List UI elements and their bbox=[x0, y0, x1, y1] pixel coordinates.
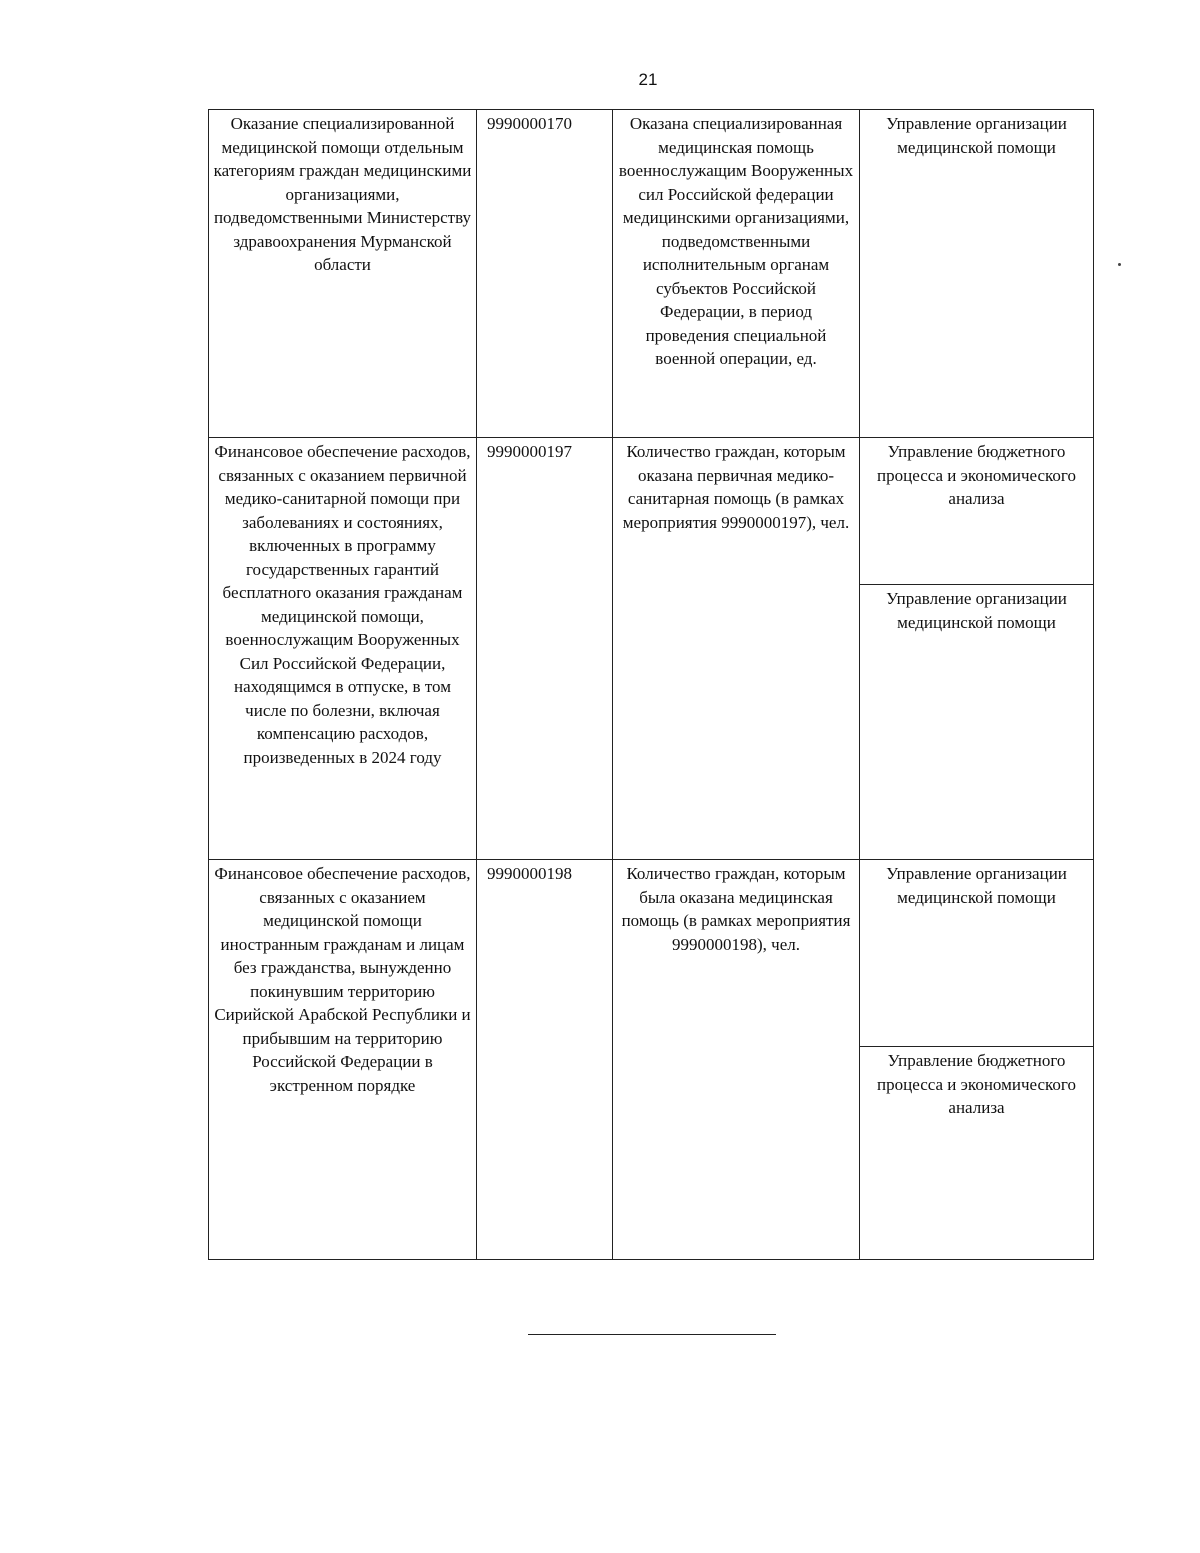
indicator-cell: Количество граждан, которым оказана первичная медико-санитарная помощь (в рамках мероприятия 9990000197), чел. bbox=[613, 438, 860, 860]
code-cell: 9990000198 bbox=[477, 860, 613, 1260]
end-of-document-rule bbox=[528, 1334, 776, 1335]
table-row bbox=[209, 860, 1094, 1260]
department-name: Управление бюджетного процесса и экономического анализа bbox=[877, 442, 1076, 508]
scan-speck bbox=[1118, 263, 1121, 266]
table-row bbox=[209, 110, 1094, 438]
department-name: Управление организации медицинской помощи bbox=[886, 864, 1067, 907]
measure-name-cell: Финансовое обеспечение расходов, связанных с оказанием первичной медико-санитарной помощи при заболеваниях и состояниях, включенных в программу государственных гарантий бесплатного оказания гражданам медицинской помощи, военнослужащим Вооруженных Сил Российской Федерации, находящимся в отпуске, в том числе по болезни, включая компенсацию расходов, произведенных в 2024 году bbox=[209, 438, 477, 860]
measure-name-cell: Финансовое обеспечение расходов, связанных с оказанием медицинской помощи иностранным гражданам и лицам без гражданства, вынужденно покинувшим территорию Сирийской Арабской Республики и прибывшим на территорию Российской Федерации в экстренном порядке bbox=[209, 860, 477, 1260]
department-cell bbox=[860, 110, 1094, 438]
department-cell bbox=[860, 438, 1094, 860]
department-name: Управление организации медицинской помощи bbox=[860, 584, 1093, 858]
code-cell: 9990000170 bbox=[477, 110, 613, 438]
measures-table bbox=[208, 109, 1094, 1260]
department-cell bbox=[860, 860, 1094, 1260]
indicator-cell: Оказана специализированная медицинская помощь военнослужащим Вооруженных сил Российской федерации медицинскими организациями, подведомственными исполнительным органам субъектов Российской Федерации, в период проведения специальной военной операции, ед. bbox=[613, 110, 860, 438]
measure-name-cell: Оказание специализированной медицинской помощи отдельным категориям граждан медицинскими организациями, подведомственными Министерству здравоохранения Мурманской области bbox=[209, 110, 477, 438]
code-cell: 9990000197 bbox=[477, 438, 613, 860]
page-number: 21 bbox=[638, 70, 658, 89]
table-row bbox=[209, 438, 1094, 860]
department-name: Управление организации медицинской помощи bbox=[886, 114, 1067, 157]
department-name: Управление бюджетного процесса и экономического анализа bbox=[860, 1046, 1093, 1258]
indicator-cell: Количество граждан, которым была оказана медицинская помощь (в рамках мероприятия 9990000198), чел. bbox=[613, 860, 860, 1260]
